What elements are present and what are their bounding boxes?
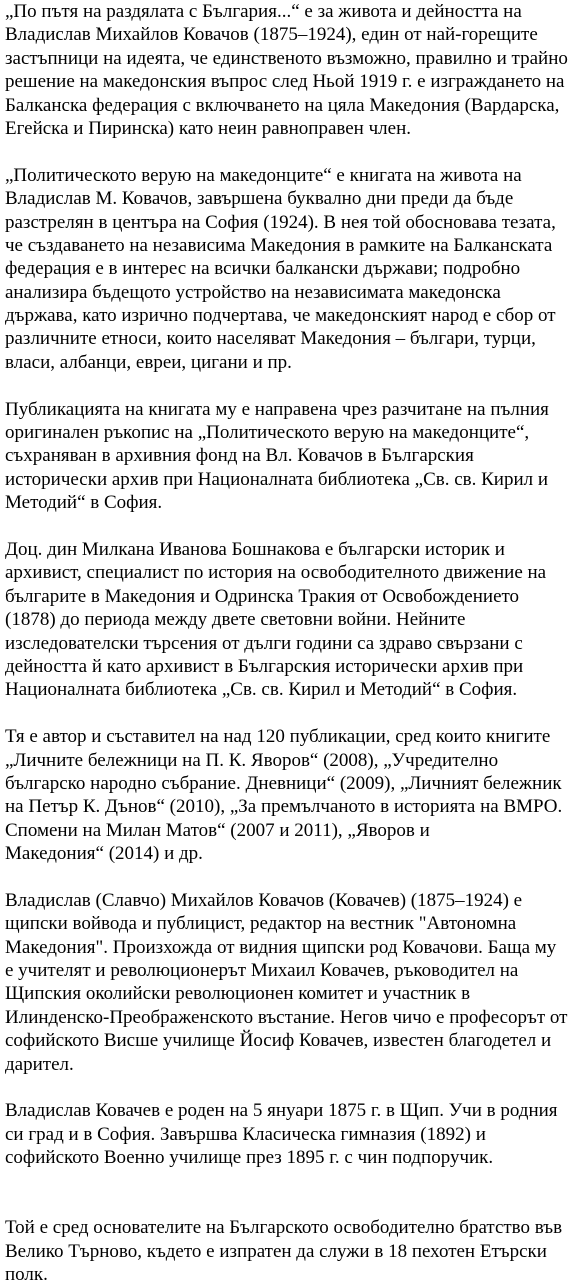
text-line: Владислав (Славчо) Михайлов Ковачов (Ковачев) (1875–1924) е	[5, 889, 523, 911]
text-line: си град и в София. Завършва Класическа гимназия (1892) и	[5, 1123, 486, 1145]
text-line: Владислав Михайлов Ковачов (1875–1924), един от най-горещите	[5, 24, 538, 46]
paragraph-spacer	[5, 1170, 577, 1217]
text-line: българско народно събрание. Дневници“ (2009), „Личният бележник	[5, 772, 562, 794]
text-line: е учителят и революционерът Михаил Ковачев, ръководител на	[5, 960, 519, 982]
text-line: исторически архив при Националната библиотека „Св. св. Кирил и	[5, 468, 549, 490]
text-line: щипски войвода и публицист, редактор на вестник "Автономна	[5, 913, 517, 935]
text-line: Националната библиотека „Св. св. Кирил и Методий“ в София.	[5, 679, 518, 701]
paragraph-kovachov-bio	[5, 889, 577, 1076]
text-line: дейността й като архивист в Българския исторически архив при	[5, 655, 524, 677]
text-line: Балканска федерация с включването на цяла Македония (Вардарска,	[5, 94, 560, 116]
text-line: оригинален ръкопис на „Политическото верую на македонците“,	[5, 422, 530, 444]
paragraph-spacer	[5, 374, 577, 397]
paragraph-spacer	[5, 1076, 577, 1099]
text-line: софийското Висше училище Йосиф Ковачев, известен благодетел и	[5, 1030, 552, 1052]
text-line: „Личните бележници на П. К. Яворов“ (2008), „Учредително	[5, 749, 499, 771]
text-line: Егейска и Пиринска) като неин равноправен член.	[5, 117, 411, 139]
text-line: полк.	[5, 1264, 48, 1286]
text-line: „По пътя на раздялата с България...“ е за живота и дейността на	[5, 1, 522, 22]
text-line: изследователски търсения от дълги години са здраво свързани с	[5, 632, 523, 654]
text-line: Спомени на Милан Матов“ (2007 и 2011), „Яворов и	[5, 819, 430, 841]
text-line: застъпници на идеята, че единственото възможно, правилно и трайно	[5, 47, 568, 69]
text-line: Тя е автор и съставител на над 120 публикации, сред които книгите	[5, 726, 551, 748]
text-line: власи, албанци, евреи, цигани и пр.	[5, 351, 292, 373]
text-line: Владислав М. Ковачов, завършена буквално дни преди да бъде	[5, 188, 514, 210]
text-line: че създаването на независима Македония в рамките на Балканската	[5, 234, 553, 256]
paragraph-spacer	[5, 140, 577, 163]
text-line: на Петър К. Дънов“ (2010), „За премълчаното в историята на ВМРО.	[5, 796, 563, 818]
text-line: решение на македонския въпрос след Ньой 1919 г. е изграждането на	[5, 71, 565, 93]
text-line: (1878) до периода между двете световни войни. Нейните	[5, 609, 466, 631]
text-line: федерация е в интерес на всички балкански държави; подробно	[5, 258, 521, 280]
paragraph-political-credo	[5, 164, 577, 375]
paragraph-spacer	[5, 865, 577, 888]
text-line: Той е сред основателите на Българското освободително братство във	[5, 1217, 563, 1239]
text-line: Доц. дин Милкана Иванова Бошнакова е български историк и	[5, 538, 505, 560]
paragraph-spacer	[5, 515, 577, 538]
document-page	[5, 0, 577, 1287]
text-line: архивист, специалист по история на освободителното движение на	[5, 562, 547, 584]
text-line: разстрелян в центъра на София (1924). В нея той обосновава тезата,	[5, 211, 556, 233]
text-line: Македония". Произхожда от видния щипски род Ковачови. Баща му	[5, 936, 557, 958]
text-line: „Политическото верую на македонците“ е книгата на живота на	[5, 164, 522, 186]
text-line: Щипския околийски революционен комитет и участник в	[5, 983, 471, 1005]
text-line: софийското Военно училище през 1895 г. с чин подпоручик.	[5, 1147, 494, 1169]
paragraph-book-intro	[5, 0, 577, 140]
text-line: Методий“ в София.	[5, 492, 163, 514]
text-line: българите в Македония и Одринска Тракия от Освобождението	[5, 585, 520, 607]
text-line: Илинденско-Преображенското въстание. Негов чичо е професорът от	[5, 1006, 568, 1028]
text-line: Владислав Ковачев е роден на 5 януари 1875 г. в Щип. Учи в родния	[5, 1100, 558, 1122]
text-line: дарител.	[5, 1053, 74, 1075]
paragraph-spacer	[5, 702, 577, 725]
paragraph-kovachov-education	[5, 1099, 577, 1169]
text-line: Публикацията на книгата му е направена чрез разчитане на пълния	[5, 398, 549, 420]
text-line: Велико Търново, където е изпратен да служи в 18 пехотен Етърски	[5, 1240, 547, 1262]
text-line: различните етноси, които населяват Македония – българи, турци,	[5, 328, 536, 350]
text-line: съхраняван в архивния фонд на Вл. Ковачов в Българския	[5, 445, 474, 467]
paragraph-publication	[5, 398, 577, 515]
paragraph-author-works	[5, 725, 577, 865]
paragraph-brotherhood	[5, 1216, 577, 1286]
text-line: анализира бъдещото устройство на независимата македонска	[5, 281, 501, 303]
text-line: държава, като изрично подчертава, че македонският народ е сбор от	[5, 305, 556, 327]
text-line: Македония“ (2014) и др.	[5, 843, 203, 865]
paragraph-author-bio	[5, 538, 577, 702]
